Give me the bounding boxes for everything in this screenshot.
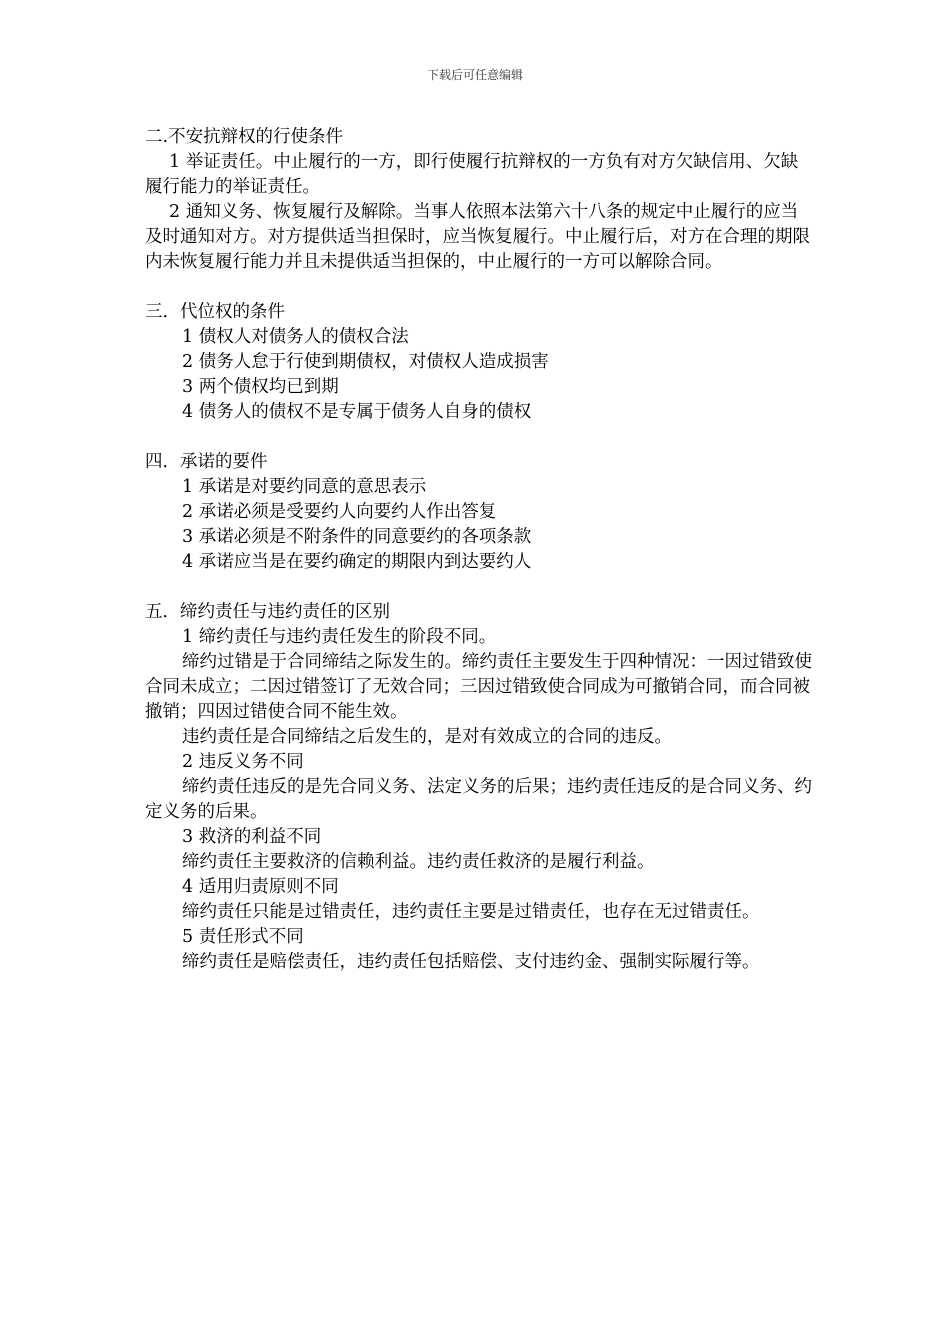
list-item: 3 两个债权均已到期 [182, 377, 339, 397]
paragraph: 缔约责任违反的是先合同义务、法定义务的后果；违约责任违反的是合同义务、约定义务的后果。 [145, 777, 812, 822]
paragraph: 1 举证责任。中止履行的一方，即行使履行抗辩权的一方负有对方欠缺信用、欠缺履行能力的举证责任。 [145, 152, 799, 197]
subheading: 3 救济的利益不同 [182, 827, 322, 847]
subheading: 1 缔约责任与违约责任发生的阶段不同。 [182, 627, 497, 647]
paragraph: 缔约责任主要救济的信赖利益。违约责任救济的是履行利益。 [182, 852, 655, 872]
section-title-3: 三．代位权的条件 [145, 302, 285, 322]
list-item: 2 承诺必须是受要约人向要约人作出答复 [182, 502, 497, 522]
paragraph: 缔约过错是于合同缔结之际发生的。缔约责任主要发生于四种情况：一因过错致使合同未成立；二因过错签订了无效合同；三因过错致使合同成为可撤销合同，而合同被撤销；四因过错使合同不能生效。 [145, 652, 812, 722]
section-title-2: 二.不安抗辩权的行使条件 [145, 127, 344, 147]
subheading: 5 责任形式不同 [182, 927, 304, 947]
paragraph: 缔约责任是赔偿责任，违约责任包括赔偿、支付违约金、强制实际履行等。 [182, 952, 760, 972]
list-item: 3 承诺必须是不附条件的同意要约的各项条款 [182, 527, 532, 547]
document-body [145, 125, 815, 975]
list-item: 1 承诺是对要约同意的意思表示 [182, 477, 427, 497]
section-title-5: 五．缔约责任与违约责任的区别 [145, 602, 390, 622]
subheading: 4 适用归责原则不同 [182, 877, 339, 897]
list-item: 4 债务人的债权不是专属于债务人自身的债权 [182, 402, 532, 422]
paragraph: 违约责任是合同缔结之后发生的，是对有效成立的合同的违反。 [182, 727, 672, 747]
paragraph: 2 通知义务、恢复履行及解除。当事人依照本法第六十八条的规定中止履行的应当及时通知对方。对方提供适当担保时，应当恢复履行。中止履行后，对方在合理的期限内未恢复履行能力并且未提供适当担保的，中止履行的一方可以解除合同。 [145, 202, 810, 272]
list-item: 4 承诺应当是在要约确定的期限内到达要约人 [182, 552, 532, 572]
section-title-4: 四．承诺的要件 [145, 452, 268, 472]
subheading: 2 违反义务不同 [182, 752, 304, 772]
list-item: 2 债务人怠于行使到期债权，对债权人造成损害 [182, 352, 549, 372]
page-header: 下载后可任意编辑 [426, 68, 523, 82]
list-item: 1 债权人对债务人的债权合法 [182, 327, 409, 347]
paragraph: 缔约责任只能是过错责任，违约责任主要是过错责任，也存在无过错责任。 [182, 902, 760, 922]
